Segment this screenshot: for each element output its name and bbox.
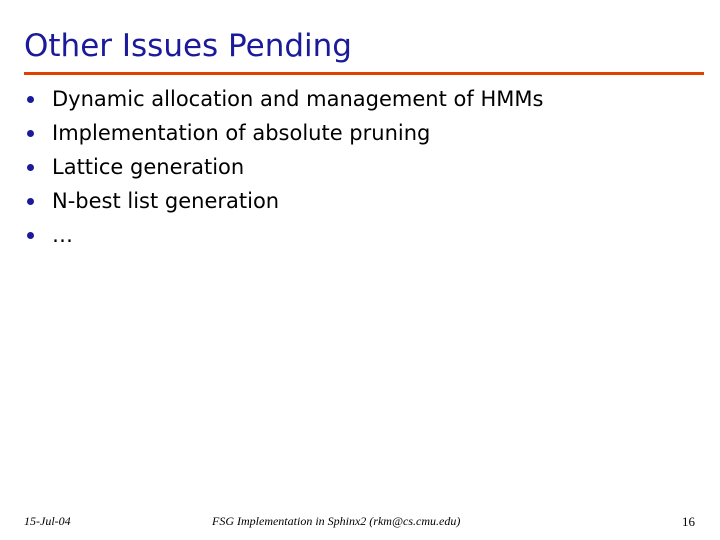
bullet-item-3	[24, 150, 543, 184]
bullet-text: Lattice generation	[52, 155, 245, 179]
bullet-icon	[27, 198, 34, 205]
bullet-item-4	[24, 184, 543, 218]
bullet-icon	[27, 164, 34, 171]
bullet-item-5	[24, 218, 543, 252]
bullet-text: Dynamic allocation and management of HMMs	[52, 87, 544, 111]
footer-date: 15-Jul-04	[24, 514, 71, 528]
bullet-text: Implementation of absolute pruning	[52, 121, 431, 145]
title-divider	[24, 72, 704, 75]
slide-title: Other Issues Pending	[24, 28, 352, 64]
bullet-icon	[27, 232, 34, 239]
page-number: 16	[682, 514, 695, 529]
bullet-text: …	[52, 223, 73, 247]
bullet-item-1	[24, 82, 543, 116]
bullet-item-2	[24, 116, 543, 150]
bullet-list	[24, 82, 543, 252]
footer-caption: FSG Implementation in Sphinx2 (rkm@cs.cmu.edu)	[212, 514, 461, 528]
bullet-icon	[27, 130, 34, 137]
bullet-text: N-best list generation	[52, 189, 280, 213]
bullet-icon	[27, 96, 34, 103]
